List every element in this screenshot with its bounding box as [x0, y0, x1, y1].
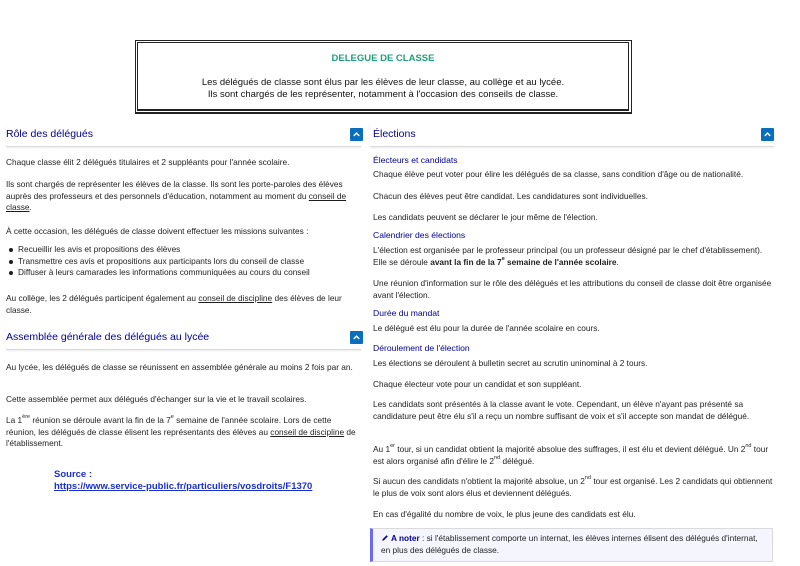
calendar-p1-bold: [430, 255, 619, 267]
process-paragraph-5: [373, 476, 777, 499]
process-p4-part: tour, si un candidat obtient la majorité absolue des suffrages, il est élu et devient délégué. Un 2: [394, 444, 746, 454]
link-conseil-de-classe[interactable]: conseil de classe: [6, 190, 347, 213]
source-block: [54, 469, 312, 493]
header-intro: [138, 77, 628, 101]
section-header-elections[interactable]: [370, 124, 774, 147]
mandate-paragraph-1: Le délégué est élu pour la durée de l'année scolaire en cours.: [373, 323, 600, 333]
electors-paragraph-3: Les candidats peuvent se déclarer le jour même de l'élection.: [373, 212, 598, 222]
superscript: e: [501, 255, 505, 262]
superscript: ère: [22, 414, 31, 421]
left-column: [6, 124, 361, 449]
subtitle-process: Déroulement de l'élection: [373, 343, 470, 353]
source-link[interactable]: https://www.service-public.fr/particuliers/vosdroits/F1370: [54, 481, 313, 492]
header-line-2: Ils sont chargés de les représenter, notamment à l'occasion des conseils de classe.: [207, 89, 559, 100]
superscript: nd: [494, 454, 501, 461]
note-label: A noter: [391, 533, 420, 543]
process-p4-part: délégué.: [500, 455, 535, 466]
assembly-paragraph-1: Au lycée, les délégués de classe se réunissent en assemblée générale au moins 2 fois par an.: [6, 362, 353, 372]
superscript: er: [390, 443, 395, 450]
source-label: Source :: [54, 469, 93, 480]
chevron-up-icon: [352, 130, 361, 139]
collapse-toggle-elections[interactable]: [761, 128, 774, 141]
process-p4-part: Au 1: [373, 444, 391, 454]
superscript: nd: [745, 443, 752, 450]
assembly-p3-part: La 1: [6, 415, 23, 425]
list-item: Recueillir les avis et propositions des élèves: [18, 244, 373, 256]
section-title-assembly: Assemblée générale des délégués au lycée: [6, 331, 210, 343]
link-conseil-de-discipline[interactable]: conseil de discipline: [198, 293, 273, 303]
role-paragraph-4-start: Au collège, les 2 délégués participent également au: [6, 293, 197, 303]
role-paragraph-1: Chaque classe élit 2 délégués titulaires et 2 suppléants pour l'année scolaire.: [6, 157, 290, 167]
process-p5-part: tour est organisé. Les 2 candidats qui obtiennent le plus de voix sont alors élus et deviennent délégués.: [373, 476, 773, 498]
note-text: : si l'établissement comporte un internat, les élèves internes élisent des délégués d'internat, en plus des délégués de classe.: [381, 533, 758, 555]
assembly-p3-part: réunion se déroule avant la fin de la 7: [30, 415, 171, 425]
section-header-assembly[interactable]: [6, 327, 361, 350]
calendar-p1-bold-part: avant la fin de la 7: [430, 256, 502, 267]
assembly-paragraph-3: [6, 415, 361, 450]
calendar-p1-end: .: [616, 256, 619, 267]
electors-paragraph-1: Chaque élève peut voter pour élire les délégués de sa classe, sans condition d'âge ou de nationalité.: [373, 169, 744, 179]
process-paragraph-6: En cas d'égalité du nombre de voix, le plus jeune des candidats est élu.: [373, 509, 636, 519]
electors-paragraph-2: Chacun des élèves peut être candidat. Les candidatures sont individuelles.: [373, 191, 648, 201]
subtitle-calendar: Calendrier des élections: [373, 230, 466, 240]
section-title-role: Rôle des délégués: [6, 128, 93, 140]
link-conseil-de-discipline-2[interactable]: conseil de discipline: [270, 426, 345, 437]
chevron-up-icon: [763, 130, 772, 139]
collapse-toggle-role[interactable]: [350, 128, 363, 141]
section-header-role[interactable]: [6, 124, 361, 147]
section-title-elections: Élections: [373, 128, 416, 140]
subtitle-mandate: Durée du mandat: [373, 308, 440, 318]
role-paragraph-3: À cette occasion, les délégués de classe doivent effectuer les missions suivantes :: [6, 226, 309, 236]
right-column: [370, 124, 774, 519]
assembly-p3-part: semaine de l'année scolaire. Lors de cette réunion, les délégués de classe élisent les représentants des élèves au: [6, 415, 332, 437]
process-paragraph-2: Chaque électeur vote pour un candidat et son suppléant.: [373, 379, 582, 389]
superscript: e: [170, 414, 174, 421]
collapse-toggle-assembly[interactable]: [350, 331, 363, 344]
superscript: nd: [584, 475, 592, 482]
role-paragraph-4: [6, 293, 361, 316]
calendar-p1-bold-part: semaine de l'année scolaire: [504, 256, 617, 267]
role-paragraph-4-end: des élèves de leur classe.: [6, 293, 342, 315]
calendar-paragraph-2: Une réunion d'information sur le rôle des délégués et les attributions du conseil de classe doit être organisée avant l'élection.: [373, 278, 772, 300]
subtitle-electors: Électeurs et candidats: [373, 155, 458, 165]
missions-list: [6, 244, 373, 279]
role-paragraph-2-end: .: [29, 202, 32, 213]
role-paragraph-2-text: Ils sont chargés de représenter les élèves de la classe. Ils sont les porte-paroles des élèves auprès des professeurs et des personnels d'éducation, notamment au moment du: [6, 179, 343, 201]
assembly-p3-end: de l'établissement.: [6, 426, 356, 449]
process-paragraph-3: Les candidats sont présentés à la classe avant le vote. Cependant, un élève n'ayant pas présenté sa candidature peut être élu s'il a reçu un nombre suffisant de voix et s'il accepte son mandat de délégué.: [373, 399, 750, 421]
header-box: [135, 40, 632, 114]
process-paragraph-1: Les élections se déroulent à bulletin secret au scrutin uninominal à 2 tours.: [373, 358, 648, 368]
process-paragraph-4: [373, 444, 777, 467]
calendar-p1-part: L'élection est organisée par le professeur principal (ou un professeur désigné par le chef d'établissement). Elle se déroule: [373, 245, 763, 267]
role-paragraph-2: [6, 179, 361, 214]
note-callout: [370, 528, 773, 562]
chevron-up-icon: [352, 333, 361, 342]
calendar-paragraph-1: [373, 245, 777, 268]
pencil-icon: [381, 534, 389, 542]
list-item: Transmettre ces avis et propositions aux participants lors du conseil de classe: [18, 256, 373, 268]
process-p5-part: Si aucun des candidats n'obtient la majorité absolue, un 2: [373, 476, 585, 486]
assembly-paragraph-2: Cette assemblée permet aux délégués d'échanger sur la vie et le travail scolaires.: [6, 394, 307, 404]
list-item: Diffuser à leurs camarades les informations communiquées au cours du conseil: [18, 267, 373, 279]
process-p4-part: tour est alors organisé afin d'élire le 2: [373, 444, 769, 466]
page-title: DELEGUE DE CLASSE: [331, 53, 435, 64]
header-line-1: Les délégués de classe sont élus par les élèves de leur classe, au collège et au lycée.: [201, 77, 565, 88]
